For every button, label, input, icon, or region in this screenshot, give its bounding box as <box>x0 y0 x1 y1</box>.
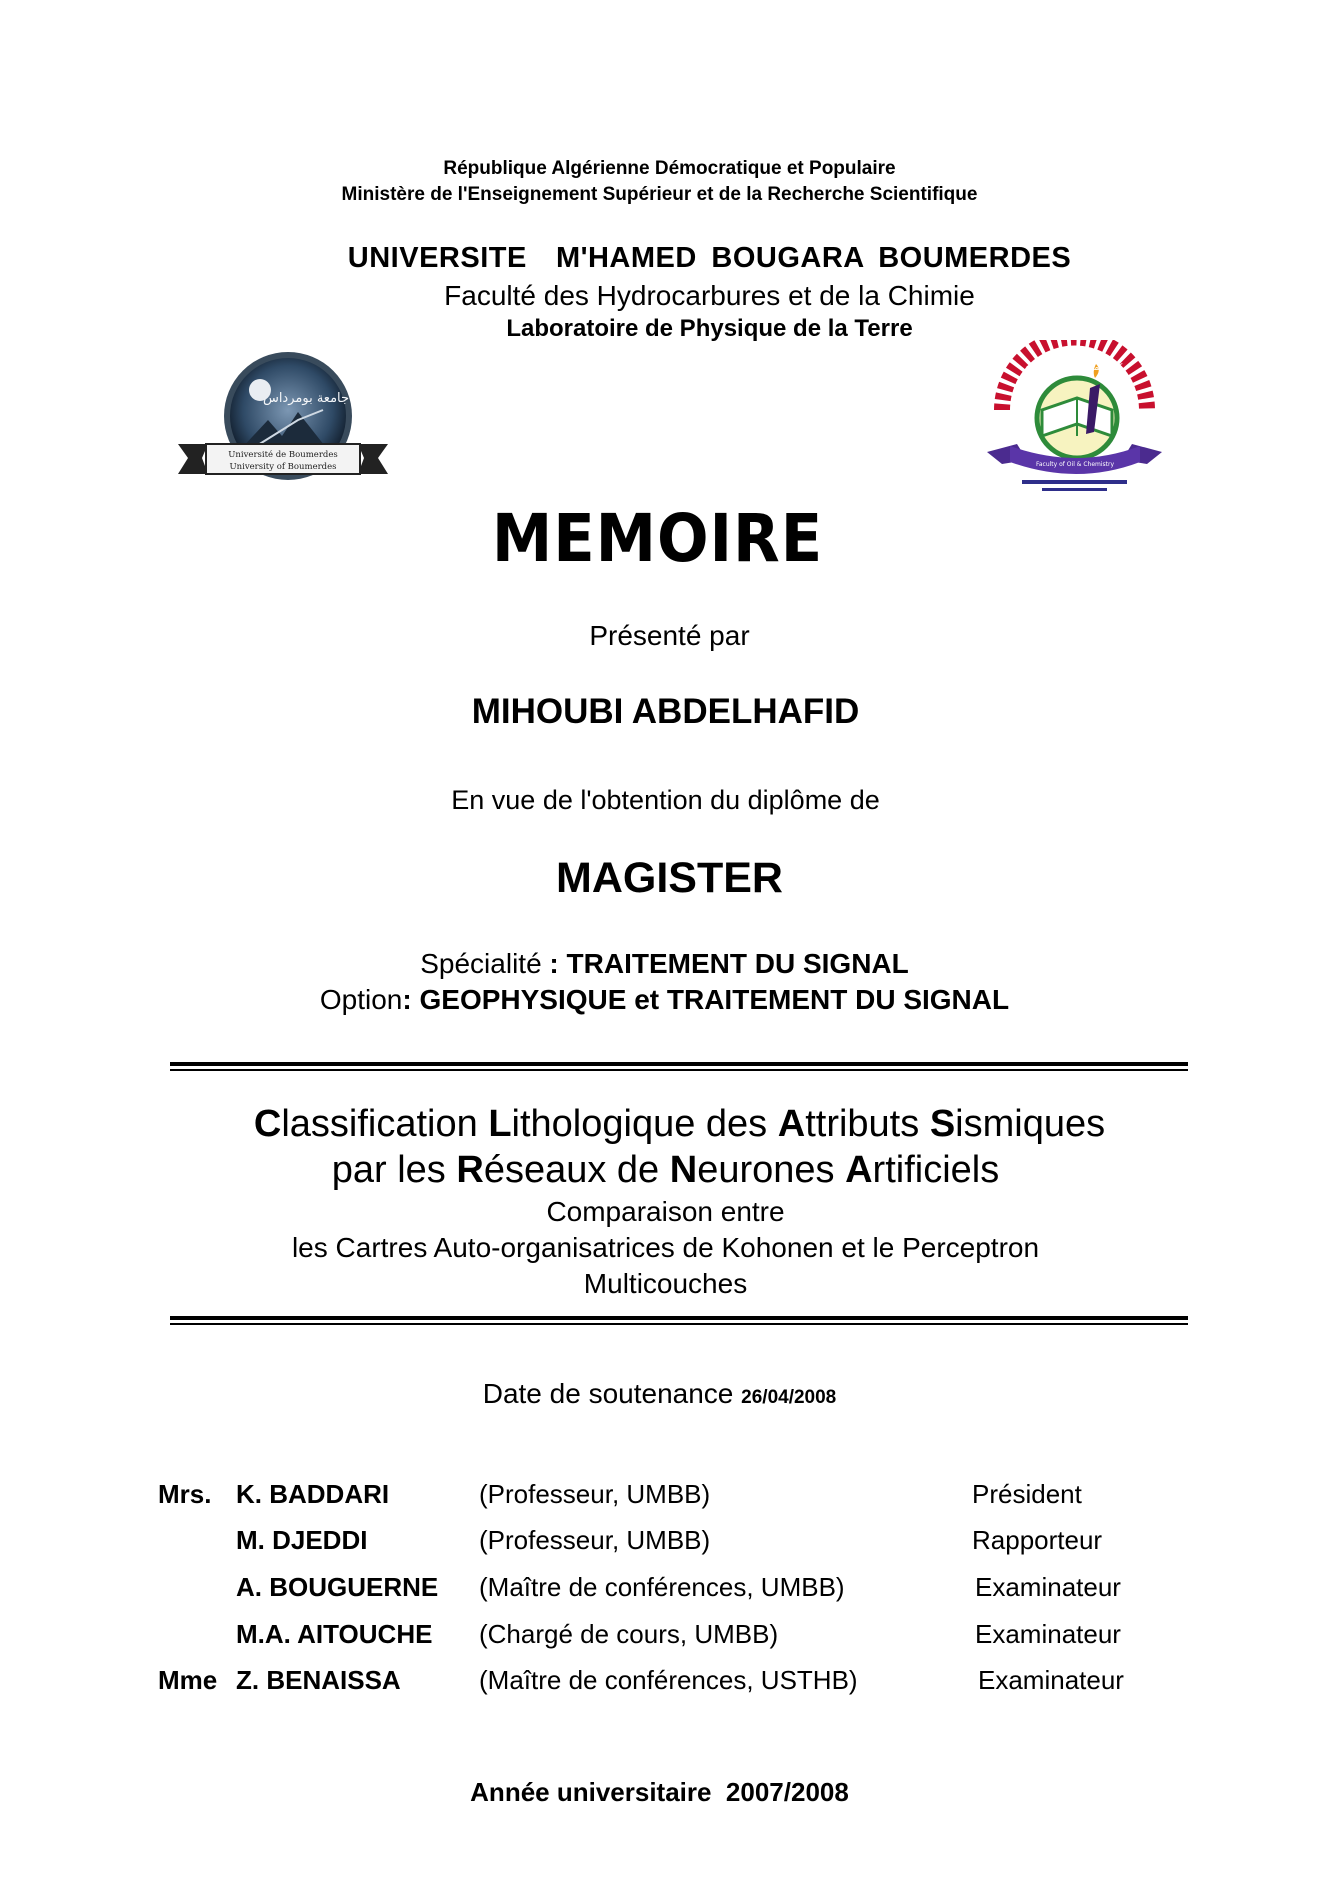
option-line: Option: GEOPHYSIQUE et TRAITEMENT DU SIGNAL <box>319 984 1010 1015</box>
title-line1-text-1: ithologique des <box>511 1103 778 1145</box>
defense-date-value: 26/04/2008 <box>741 1387 837 1408</box>
author-name: MIHOUBI ABDELHAFID <box>471 692 860 731</box>
laboratory-name: Laboratoire de Physique de la Terre <box>506 315 913 342</box>
faculty-name: Faculté des Hydrocarbures et de la Chimie <box>444 280 975 311</box>
option-label: Option <box>319 984 403 1015</box>
bottom-divider <box>170 1316 1188 1325</box>
presented-by-label: Présenté par <box>589 620 750 651</box>
university-name: UNIVERSITE M'HAMED BOUGARA BOUMERDES <box>347 242 1072 274</box>
thesis-title-line1 <box>10 1103 1339 1146</box>
jury-member-name: M. DJEDDI <box>236 1525 368 1555</box>
jury-member-row <box>0 1619 1339 1653</box>
jury-member-name: M.A. AITOUCHE <box>236 1619 433 1649</box>
thesis-subtitle-line2: les Cartres Auto-organisatrices de Kohonen et le Perceptron <box>291 1232 1040 1263</box>
purpose-line: En vue de l'obtention du diplôme de <box>451 785 880 815</box>
jury-member-row <box>0 1479 1339 1513</box>
jury-member-affiliation: (Maître de conférences, USTHB) <box>479 1665 858 1695</box>
jury-member-affiliation: (Maître de conférences, UMBB) <box>479 1572 845 1602</box>
jury-member-name: Z. BENAISSA <box>236 1665 401 1695</box>
title-line2-text-1: éseaux de <box>483 1149 670 1191</box>
defense-date-line <box>0 1378 1329 1410</box>
jury-member-role: Président <box>972 1479 1082 1509</box>
ministry-line: Ministère de l'Enseignement Supérieur et de la Recherche Scientifique <box>341 184 978 205</box>
title-line1-cap-2: A <box>777 1103 806 1145</box>
university-logo <box>178 350 388 490</box>
option-value-2: TRAITEMENT DU SIGNAL <box>666 984 1010 1015</box>
specialty-label: Spécialité <box>420 948 542 979</box>
jury-member-title: Mme <box>158 1665 218 1695</box>
academic-year: Année universitaire 2007/2008 <box>470 1777 849 1807</box>
title-line2-cap-2: N <box>669 1149 698 1191</box>
title-line2-text-3: rtificiels <box>872 1149 1000 1191</box>
jury-member-role: Examinateur <box>975 1572 1121 1602</box>
logo-caption: Faculty of Oil & Chemistry <box>1035 461 1115 468</box>
logo-caption-fr: Université de Boumerdes <box>228 450 338 460</box>
option-value-1: GEOPHYSIQUE <box>419 984 627 1015</box>
title-line1-text-2: ttributs <box>805 1103 930 1145</box>
jury-member-role: Rapporteur <box>972 1525 1103 1555</box>
title-line2-text-0: par les <box>331 1149 457 1191</box>
title-line1-cap-3: S <box>929 1103 956 1145</box>
thesis-title-line2 <box>0 1149 1335 1192</box>
logo-arabic-text: كلية المحروقات و الكيمياء <box>1025 363 1123 373</box>
title-line1-cap-0: C <box>253 1103 282 1145</box>
thesis-subtitle-line3: Multicouches <box>583 1268 748 1299</box>
title-line1-cap-1: L <box>488 1103 512 1145</box>
logo-caption-en: University of Boumerdes <box>229 462 337 472</box>
jury-member-row <box>0 1665 1339 1699</box>
specialty-line: Spécialité : TRAITEMENT DU SIGNAL <box>420 948 909 979</box>
logo-arabic-text: جامعة بومرداس <box>262 391 350 406</box>
jury-member-affiliation: (Chargé de cours, UMBB) <box>479 1619 779 1649</box>
jury-member-name: A. BOUGUERNE <box>236 1572 439 1602</box>
jury-member-name: K. BADDARI <box>236 1479 390 1509</box>
jury-member-affiliation: (Professeur, UMBB) <box>479 1479 711 1509</box>
faculty-logo <box>982 340 1167 500</box>
jury-member-row <box>0 1572 1339 1606</box>
degree-name: MAGISTER <box>556 854 783 902</box>
thesis-subtitle-line1: Comparaison entre <box>546 1196 785 1227</box>
jury-member-role: Examinateur <box>975 1619 1121 1649</box>
jury-member-affiliation: (Professeur, UMBB) <box>479 1525 711 1555</box>
title-line2-cap-3: A <box>845 1149 873 1191</box>
jury-member-row <box>0 1525 1339 1559</box>
title-line1-text-3: ismiques <box>955 1103 1106 1145</box>
title-line1-text-0: lassification <box>281 1103 489 1145</box>
jury-member-title: Mrs. <box>158 1479 212 1509</box>
title-line2-text-2: eurones <box>697 1149 846 1191</box>
top-divider <box>170 1062 1188 1071</box>
defense-date-label: Date de soutenance <box>482 1378 742 1409</box>
specialty-value: TRAITEMENT DU SIGNAL <box>566 948 909 979</box>
document-type-title: MEMOIRE <box>491 500 824 577</box>
title-line2-cap-1: R <box>456 1149 484 1191</box>
jury-member-role: Examinateur <box>978 1665 1124 1695</box>
republic-line: République Algérienne Démocratique et Populaire <box>443 158 896 179</box>
